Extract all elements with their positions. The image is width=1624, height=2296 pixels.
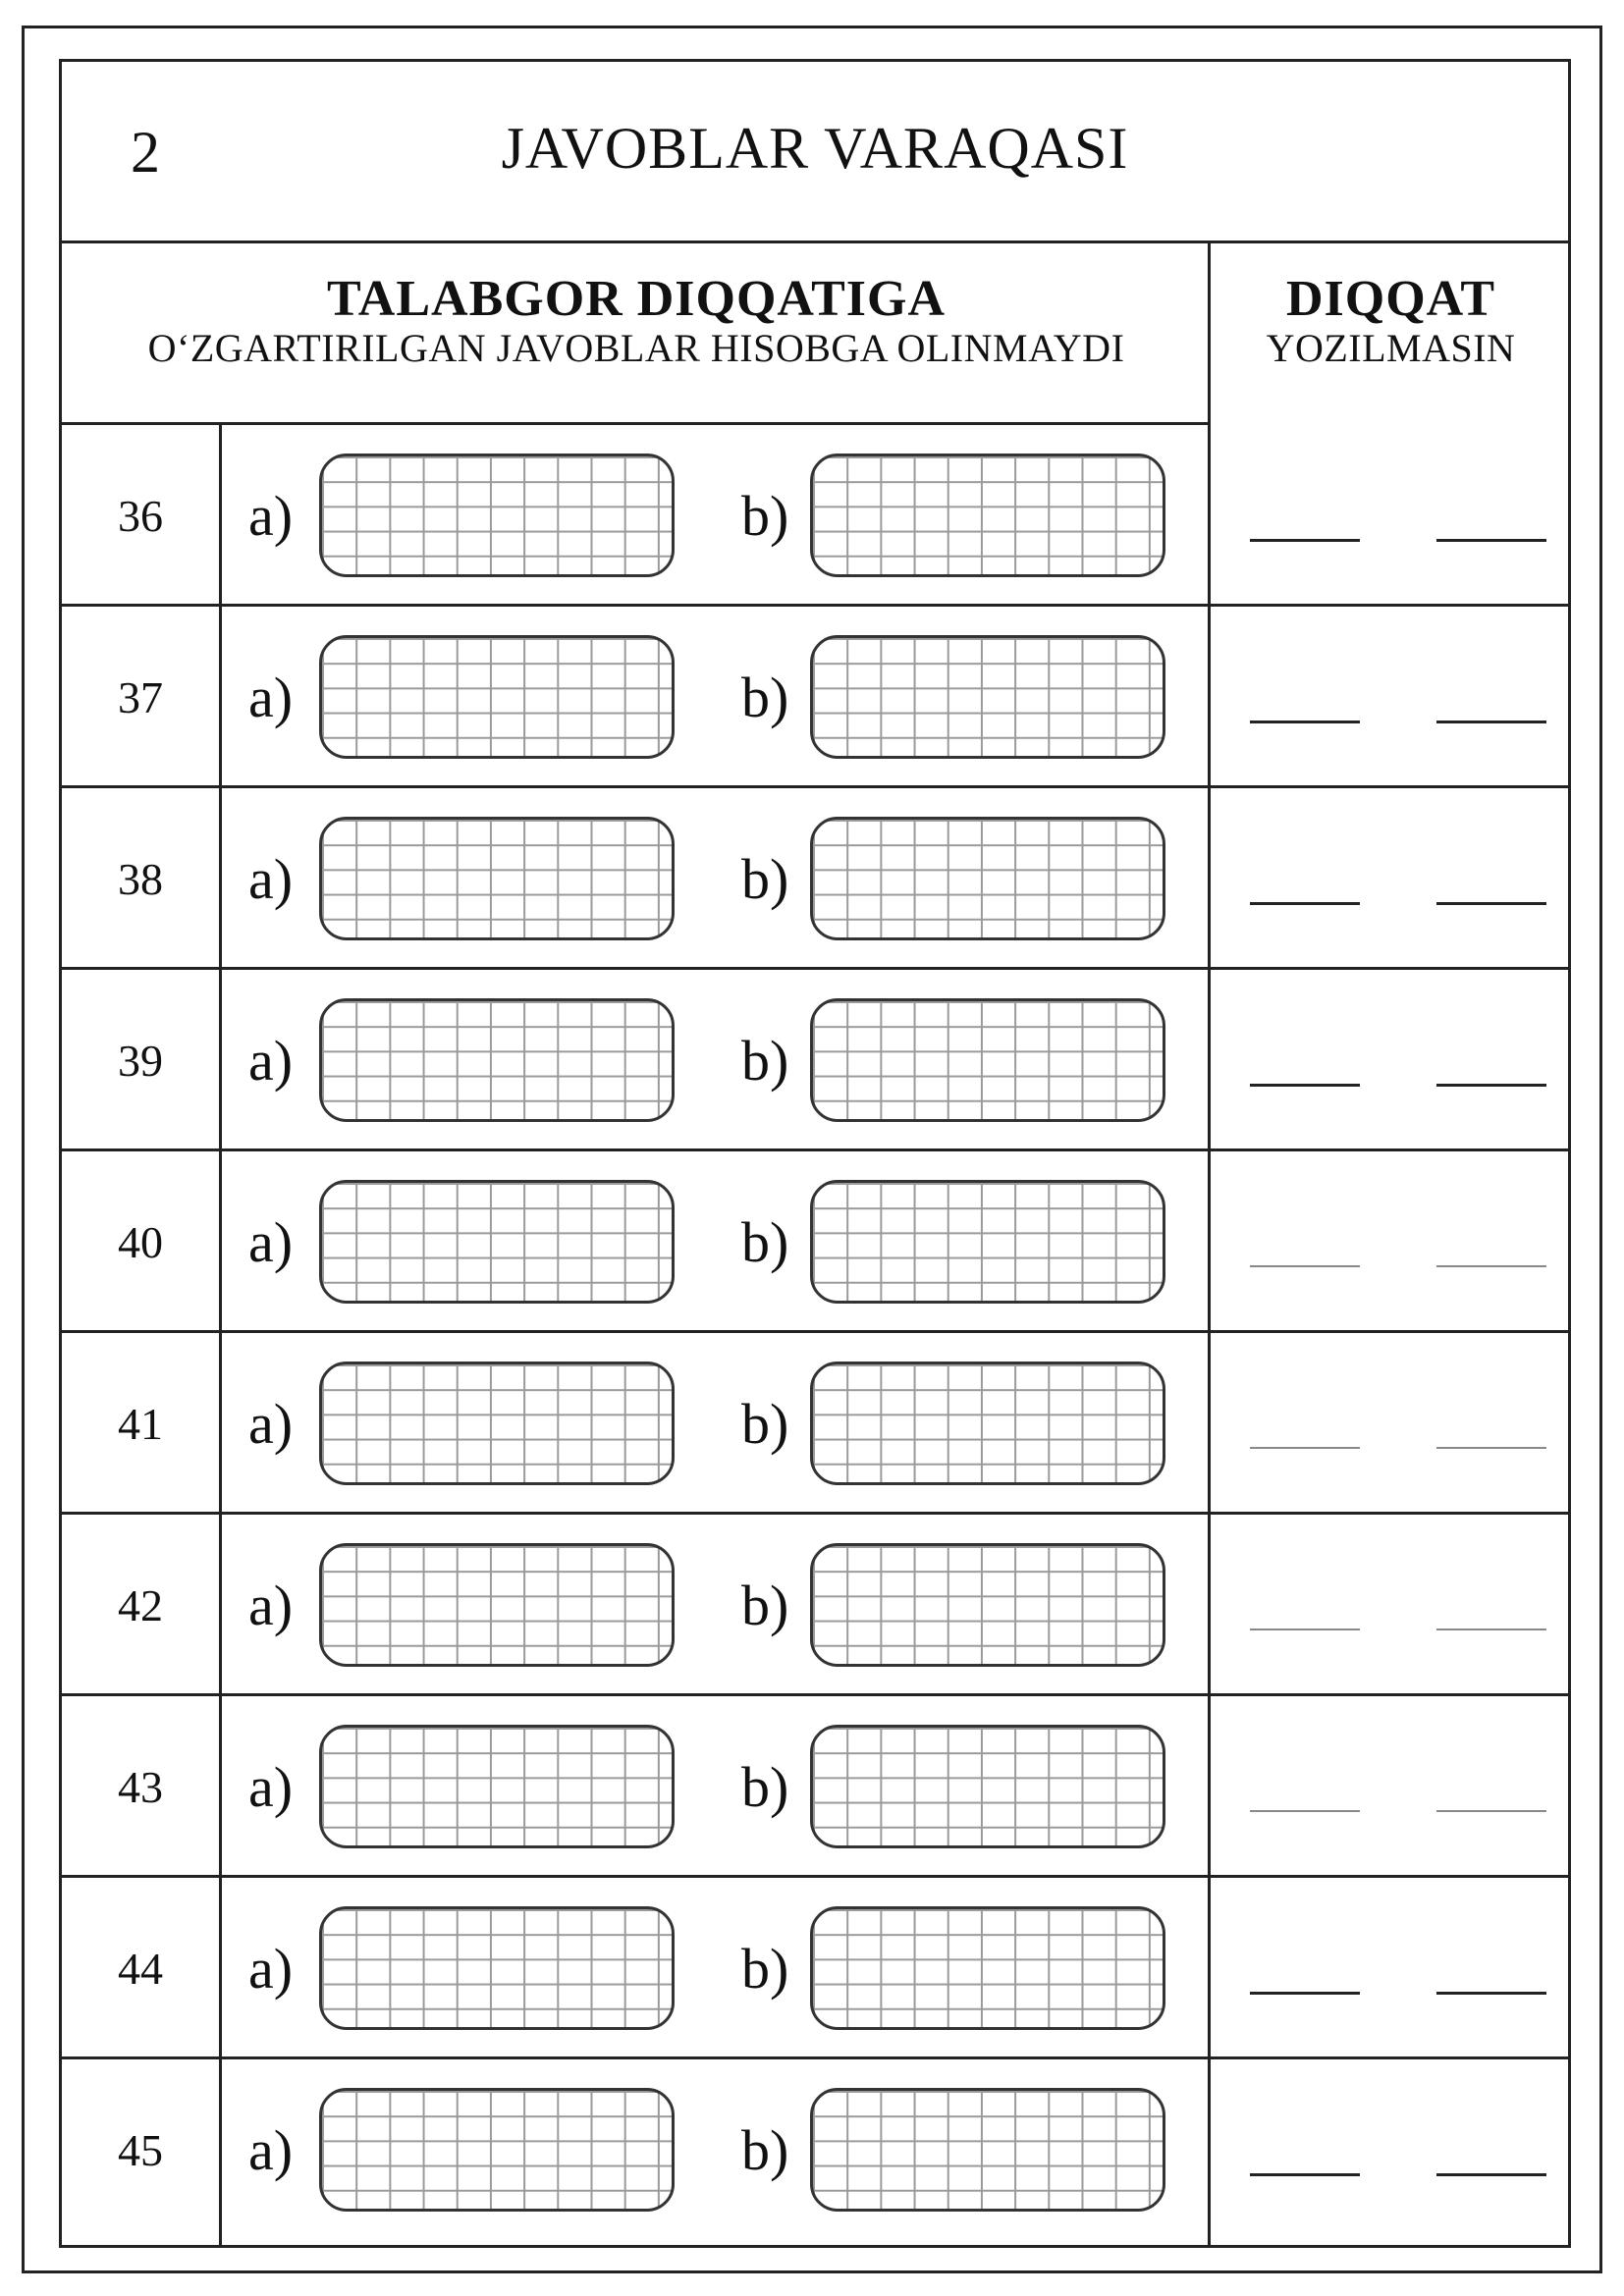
- answer-grid-b[interactable]: [810, 635, 1165, 759]
- question-number: 37: [118, 672, 163, 722]
- answer-sheet: [59, 59, 1571, 2248]
- title-bar: [62, 62, 1568, 243]
- answer-grid-b[interactable]: [810, 454, 1165, 577]
- question-number: 39: [118, 1036, 163, 1086]
- answer-grid-a[interactable]: [319, 1725, 675, 1848]
- score-line-b: [1436, 1084, 1546, 1087]
- score-line-a: [1250, 721, 1360, 723]
- option-b-label: b): [741, 1755, 789, 1819]
- option-b-label: b): [741, 2118, 789, 2182]
- option-b-label: b): [741, 1210, 789, 1274]
- score-line-b: [1436, 1810, 1546, 1812]
- option-a-label: a): [248, 1029, 294, 1093]
- question-number: 36: [118, 491, 163, 541]
- score-line-a: [1250, 1992, 1360, 1995]
- answer-row: [62, 788, 1568, 970]
- question-number: 44: [118, 1944, 163, 1994]
- score-line-a: [1250, 539, 1360, 542]
- option-b-label: b): [741, 1392, 789, 1456]
- answer-grid-a[interactable]: [319, 817, 675, 940]
- page-number: 2: [131, 120, 160, 185]
- answer-grid-a[interactable]: [319, 1543, 675, 1667]
- score-line-b: [1436, 1447, 1546, 1449]
- option-a-label: a): [248, 1574, 294, 1637]
- answer-grid-b[interactable]: [810, 1725, 1165, 1848]
- option-b-label: b): [741, 484, 789, 548]
- do-not-write-subtitle: YOZILMASIN: [1266, 325, 1516, 370]
- question-number: 41: [118, 1399, 163, 1449]
- score-line-a: [1250, 902, 1360, 905]
- candidate-notice-subtitle: O‘ZGARTIRILGAN JAVOBLAR HISOBGA OLINMAYDI: [147, 325, 1125, 370]
- answer-grid-a[interactable]: [319, 2088, 675, 2212]
- candidate-notice-title: TALABGOR DIQQATIGA: [326, 271, 947, 327]
- answer-row: [62, 1515, 1568, 1696]
- do-not-write-title: DIQQAT: [1285, 271, 1496, 327]
- answer-grid-b[interactable]: [810, 1180, 1165, 1304]
- answer-grid-a[interactable]: [319, 635, 675, 759]
- answer-grid-b[interactable]: [810, 817, 1165, 940]
- answer-grid-b[interactable]: [810, 2088, 1165, 2212]
- answer-row: [62, 1151, 1568, 1333]
- do-not-write-notice: [1211, 243, 1571, 425]
- option-b-label: b): [741, 1937, 789, 2001]
- question-number: 38: [118, 854, 163, 904]
- option-a-label: a): [248, 484, 294, 548]
- score-line-b: [1436, 2173, 1546, 2176]
- answer-grid-b[interactable]: [810, 1362, 1165, 1485]
- score-line-b: [1436, 721, 1546, 723]
- option-a-label: a): [248, 1210, 294, 1274]
- answer-row: [62, 2059, 1568, 2241]
- score-line-b: [1436, 1629, 1546, 1630]
- score-line-a: [1250, 1629, 1360, 1630]
- candidate-notice: [62, 243, 1211, 425]
- answer-row: [62, 1878, 1568, 2059]
- score-line-a: [1250, 1810, 1360, 1812]
- answer-grid-a[interactable]: [319, 998, 675, 1122]
- option-a-label: a): [248, 1755, 294, 1819]
- score-line-a: [1250, 1265, 1360, 1267]
- option-a-label: a): [248, 847, 294, 911]
- score-line-b: [1436, 1265, 1546, 1267]
- sheet-title: JAVOBLAR VARAQASI: [501, 116, 1129, 181]
- option-a-label: a): [248, 666, 294, 729]
- question-number: 43: [118, 1762, 163, 1812]
- option-b-label: b): [741, 1029, 789, 1093]
- answer-row: [62, 1333, 1568, 1515]
- option-b-label: b): [741, 1574, 789, 1637]
- option-a-label: a): [248, 1937, 294, 2001]
- option-a-label: a): [248, 2118, 294, 2182]
- answer-grid-b[interactable]: [810, 1543, 1165, 1667]
- answer-grid-b[interactable]: [810, 998, 1165, 1122]
- answer-grid-a[interactable]: [319, 454, 675, 577]
- answer-grid-a[interactable]: [319, 1362, 675, 1485]
- answer-grid-a[interactable]: [319, 1180, 675, 1304]
- answer-row: [62, 607, 1568, 788]
- score-line-b: [1436, 902, 1546, 905]
- score-line-a: [1250, 1447, 1360, 1449]
- question-number: 42: [118, 1580, 163, 1630]
- score-line-b: [1436, 1992, 1546, 1995]
- option-b-label: b): [741, 847, 789, 911]
- question-number: 40: [118, 1217, 163, 1267]
- answer-grid-b[interactable]: [810, 1906, 1165, 2030]
- option-b-label: b): [741, 666, 789, 729]
- answer-row: [62, 970, 1568, 1151]
- score-line-a: [1250, 2173, 1360, 2176]
- answer-row: [62, 1696, 1568, 1878]
- answer-row: [62, 425, 1568, 607]
- answer-grid-a[interactable]: [319, 1906, 675, 2030]
- option-a-label: a): [248, 1392, 294, 1456]
- score-line-b: [1436, 539, 1546, 542]
- score-line-a: [1250, 1084, 1360, 1087]
- question-number: 45: [118, 2125, 163, 2175]
